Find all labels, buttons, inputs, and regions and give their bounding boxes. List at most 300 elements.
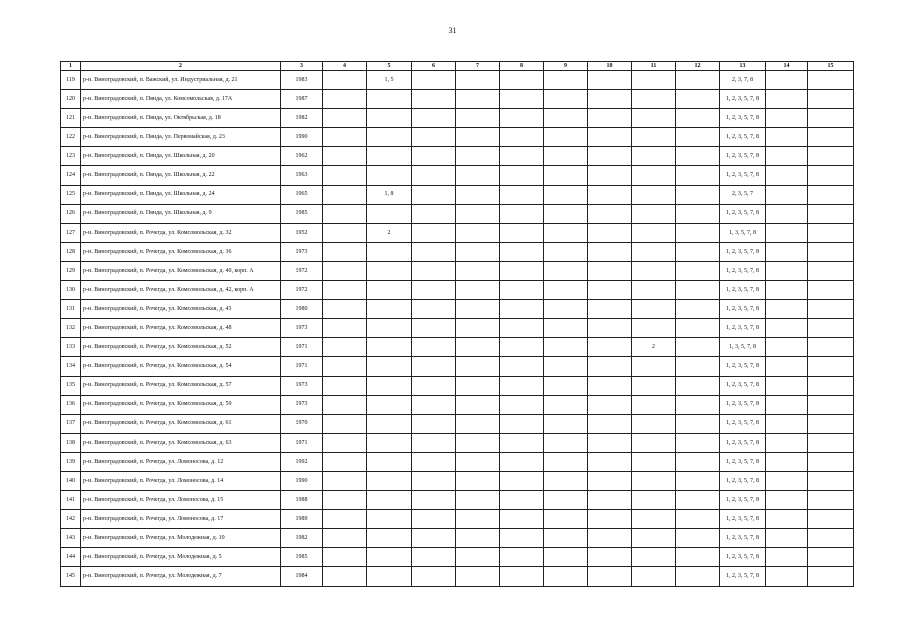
table-cell [544, 338, 588, 357]
year-cell: 1990 [281, 128, 323, 147]
table-cell [323, 147, 367, 166]
table-cell [588, 510, 632, 529]
table-cell [367, 376, 412, 395]
table-cell [632, 71, 676, 90]
row-number-cell: 127 [61, 223, 81, 242]
table-cell [588, 433, 632, 452]
column-header: 5 [367, 62, 412, 71]
table-cell [544, 90, 588, 109]
table-cell [632, 433, 676, 452]
table-row [61, 71, 854, 90]
table-cell [367, 357, 412, 376]
registry-table [60, 61, 854, 587]
address-cell: р-н. Виноградовский, п. Рочегда, ул. Ломоносова, д. 12 [81, 452, 281, 471]
table-cell [676, 510, 720, 529]
table-cell [544, 567, 588, 586]
table-cell [676, 261, 720, 280]
column-header: 13 [720, 62, 766, 71]
table-cell [367, 471, 412, 490]
table-cell [632, 128, 676, 147]
table-cell [323, 567, 367, 586]
address-cell: р-н. Виноградовский, п. Рочегда, ул. Молодежная, д. 7 [81, 567, 281, 586]
table-cell [323, 338, 367, 357]
table-cell [412, 357, 456, 376]
table-header-row [61, 62, 854, 71]
table-cell [676, 452, 720, 471]
table-cell [412, 529, 456, 548]
codes-cell: 1, 2, 3, 5, 7, 8 [720, 510, 766, 529]
address-cell: р-н. Виноградовский, п. Рочегда, ул. Комсомольская, д. 59 [81, 395, 281, 414]
table-cell [456, 128, 500, 147]
table-cell [412, 471, 456, 490]
table-cell [367, 242, 412, 261]
address-cell: р-н. Виноградовский, п. Рочегда, ул. Молодежная, д. 10 [81, 529, 281, 548]
table-cell [456, 319, 500, 338]
table-cell [323, 71, 367, 90]
table-cell [766, 491, 808, 510]
table-cell [588, 491, 632, 510]
table-cell [412, 204, 456, 223]
table-cell [766, 452, 808, 471]
table-cell [544, 300, 588, 319]
table-cell [766, 261, 808, 280]
table-cell [367, 510, 412, 529]
table-cell [412, 510, 456, 529]
address-cell: р-н. Виноградовский, п. Рочегда, ул. Комсомольская, д. 43 [81, 300, 281, 319]
table-cell [588, 548, 632, 567]
table-cell [412, 71, 456, 90]
address-cell: р-н. Виноградовский, п. Рочегда, ул. Молодежная, д. 5 [81, 548, 281, 567]
row-number-cell: 119 [61, 71, 81, 90]
table-cell [544, 529, 588, 548]
codes-cell: 1, 2, 3, 5, 7, 8 [720, 281, 766, 300]
table-cell [367, 414, 412, 433]
table-cell [412, 147, 456, 166]
table-cell [588, 395, 632, 414]
table-cell [456, 452, 500, 471]
table-cell [766, 185, 808, 204]
row-number-cell: 141 [61, 491, 81, 510]
table-cell [632, 414, 676, 433]
table-cell [412, 109, 456, 128]
table-cell [588, 338, 632, 357]
table-cell [367, 433, 412, 452]
table-cell [808, 147, 854, 166]
table-row [61, 529, 854, 548]
table-cell [412, 128, 456, 147]
table-row [61, 109, 854, 128]
table-cell [544, 395, 588, 414]
table-cell [632, 319, 676, 338]
address-cell: р-н. Виноградовский, п. Рочегда, ул. Комсомольская, д. 42, корп. А [81, 281, 281, 300]
row-number-cell: 136 [61, 395, 81, 414]
table-cell [412, 281, 456, 300]
table-cell [323, 242, 367, 261]
table-cell [766, 204, 808, 223]
year-cell: 1985 [281, 204, 323, 223]
table-cell [676, 300, 720, 319]
table-cell [500, 147, 544, 166]
row-number-cell: 121 [61, 109, 81, 128]
table-cell [412, 452, 456, 471]
address-cell: р-н. Виноградовский, п. Рочегда, ул. Ломоносова, д. 15 [81, 491, 281, 510]
table-cell [412, 414, 456, 433]
table-cell [544, 242, 588, 261]
table-cell [766, 128, 808, 147]
table-row [61, 300, 854, 319]
codes-cell: 1, 2, 3, 5, 7, 8 [720, 567, 766, 586]
table-cell [412, 90, 456, 109]
table-cell [456, 338, 500, 357]
address-cell: р-н. Виноградовский, п. Пянда, ул. Комсомольская, д. 17А [81, 90, 281, 109]
year-cell: 1980 [281, 300, 323, 319]
table-row [61, 452, 854, 471]
year-cell: 1971 [281, 433, 323, 452]
table-row [61, 567, 854, 586]
table-cell [323, 319, 367, 338]
table-cell [632, 529, 676, 548]
column-header: 3 [281, 62, 323, 71]
table-cell [323, 395, 367, 414]
table-cell [766, 242, 808, 261]
table-cell [544, 357, 588, 376]
table-cell [323, 223, 367, 242]
table-cell [500, 491, 544, 510]
table-cell [544, 452, 588, 471]
table-cell [367, 338, 412, 357]
codes-cell: 1, 2, 3, 5, 7, 8 [720, 204, 766, 223]
table-cell [632, 281, 676, 300]
table-cell [676, 204, 720, 223]
table-cell [500, 109, 544, 128]
codes-cell: 1, 2, 3, 5, 7, 8 [720, 166, 766, 185]
table-cell [456, 567, 500, 586]
table-cell [323, 109, 367, 128]
table-cell [676, 548, 720, 567]
codes-cell: 1, 2, 3, 5, 7, 8 [720, 128, 766, 147]
table-cell [676, 71, 720, 90]
table-cell [544, 548, 588, 567]
table-cell [632, 109, 676, 128]
table-cell [500, 338, 544, 357]
address-cell: р-н. Виноградовский, п. Рочегда, ул. Комсомольская, д. 48 [81, 319, 281, 338]
codes-cell: 1, 2, 3, 5, 7, 8 [720, 90, 766, 109]
year-cell: 1982 [281, 109, 323, 128]
table-row [61, 90, 854, 109]
table-cell [766, 548, 808, 567]
codes-cell: 2, 3, 7, 8 [720, 71, 766, 90]
table-cell [632, 376, 676, 395]
table-cell [500, 204, 544, 223]
table-cell [544, 204, 588, 223]
table-cell [323, 261, 367, 280]
address-cell: р-н. Виноградовский, п. Пянда, ул. Школьная, д. 22 [81, 166, 281, 185]
table-cell [766, 300, 808, 319]
year-cell: 1985 [281, 548, 323, 567]
address-cell: р-н. Виноградовский, п. Пянда, ул. Школьная, д. 9 [81, 204, 281, 223]
row-number-cell: 126 [61, 204, 81, 223]
codes-cell: 1, 2, 3, 5, 7, 8 [720, 491, 766, 510]
table-cell [500, 414, 544, 433]
address-cell: р-н. Виноградовский, п. Рочегда, ул. Ломоносова, д. 14 [81, 471, 281, 490]
codes-cell: 1, 2, 3, 5, 7, 8 [720, 357, 766, 376]
year-cell: 1973 [281, 319, 323, 338]
table-cell [766, 166, 808, 185]
table-cell [766, 471, 808, 490]
year-cell: 1984 [281, 567, 323, 586]
table-cell [808, 128, 854, 147]
table-cell [367, 109, 412, 128]
column-header: 7 [456, 62, 500, 71]
row-number-cell: 131 [61, 300, 81, 319]
row-number-cell: 143 [61, 529, 81, 548]
table-cell [500, 261, 544, 280]
column-header: 12 [676, 62, 720, 71]
table-cell [500, 185, 544, 204]
table-row [61, 223, 854, 242]
table-cell [632, 242, 676, 261]
column-header: 14 [766, 62, 808, 71]
table-cell [456, 223, 500, 242]
table-cell [766, 433, 808, 452]
codes-cell: 1, 2, 3, 5, 7, 8 [720, 414, 766, 433]
table-cell [323, 433, 367, 452]
table-row [61, 471, 854, 490]
year-cell: 1973 [281, 376, 323, 395]
codes-cell: 1, 3, 5, 7, 8 [720, 338, 766, 357]
table-row [61, 261, 854, 280]
table-cell [456, 261, 500, 280]
table-cell [588, 300, 632, 319]
table-cell [766, 357, 808, 376]
table-cell [632, 510, 676, 529]
table-cell [588, 71, 632, 90]
address-cell: р-н. Виноградовский, п. Рочегда, ул. Комсомольская, д. 63 [81, 433, 281, 452]
column-header: 2 [81, 62, 281, 71]
table-cell [323, 452, 367, 471]
table-cell [632, 261, 676, 280]
table-cell [367, 395, 412, 414]
table-cell [323, 491, 367, 510]
table-cell [323, 357, 367, 376]
table-cell [766, 109, 808, 128]
table-row [61, 128, 854, 147]
row-number-cell: 142 [61, 510, 81, 529]
table-cell [456, 166, 500, 185]
codes-cell: 1, 2, 3, 5, 7, 8 [720, 376, 766, 395]
table-cell [588, 319, 632, 338]
table-cell [544, 319, 588, 338]
row-number-cell: 133 [61, 338, 81, 357]
table-cell [456, 71, 500, 90]
table-cell: 2 [632, 338, 676, 357]
table-cell [500, 452, 544, 471]
year-cell: 1971 [281, 338, 323, 357]
address-cell: р-н. Виноградовский, п. Рочегда, ул. Ломоносова, д. 17 [81, 510, 281, 529]
table-cell [500, 71, 544, 90]
table-row [61, 395, 854, 414]
table-cell [456, 376, 500, 395]
table-cell [588, 128, 632, 147]
year-cell: 1962 [281, 147, 323, 166]
table-cell [367, 567, 412, 586]
table-cell [544, 376, 588, 395]
address-cell: р-н. Виноградовский, п. Рочегда, ул. Комсомольская, д. 61 [81, 414, 281, 433]
address-cell: р-н. Виноградовский, п. Рочегда, ул. Комсомольская, д. 57 [81, 376, 281, 395]
year-cell: 1952 [281, 223, 323, 242]
table-cell [544, 128, 588, 147]
table-cell [544, 491, 588, 510]
address-cell: р-н. Виноградовский, п. Рочегда, ул. Комсомольская, д. 54 [81, 357, 281, 376]
table-cell [544, 281, 588, 300]
table-cell [632, 548, 676, 567]
table-cell [500, 471, 544, 490]
table-cell [676, 433, 720, 452]
table-cell [676, 338, 720, 357]
table-body [61, 71, 854, 587]
year-cell: 1988 [281, 491, 323, 510]
table-cell [367, 147, 412, 166]
codes-cell: 1, 2, 3, 5, 7, 8 [720, 109, 766, 128]
table-cell [766, 338, 808, 357]
table-row [61, 433, 854, 452]
page-number: 31 [448, 26, 457, 35]
table-cell: 1, 8 [367, 185, 412, 204]
table-cell [456, 471, 500, 490]
year-cell: 1987 [281, 90, 323, 109]
table-cell [323, 90, 367, 109]
table-cell [367, 281, 412, 300]
table-cell [632, 395, 676, 414]
table-cell [676, 567, 720, 586]
table-cell [323, 414, 367, 433]
table-cell: 2 [367, 223, 412, 242]
table-cell [808, 90, 854, 109]
table-cell [632, 90, 676, 109]
table-cell [632, 357, 676, 376]
table-cell [632, 223, 676, 242]
year-cell: 1965 [281, 185, 323, 204]
table-cell [544, 261, 588, 280]
table-cell [456, 491, 500, 510]
address-cell: р-н. Виноградовский, п. Рочегда, ул. Комсомольская, д. 36 [81, 242, 281, 261]
address-cell: р-н. Виноградовский, п. Пянда, ул. Школьная, д. 20 [81, 147, 281, 166]
table-cell [676, 414, 720, 433]
table-cell [500, 548, 544, 567]
table-cell [323, 166, 367, 185]
table-cell [456, 185, 500, 204]
row-number-cell: 135 [61, 376, 81, 395]
table-cell [808, 338, 854, 357]
table-cell [766, 71, 808, 90]
row-number-cell: 124 [61, 166, 81, 185]
table-cell [544, 414, 588, 433]
column-header: 10 [588, 62, 632, 71]
table-cell [676, 242, 720, 261]
table-cell [632, 452, 676, 471]
table-cell [367, 548, 412, 567]
table-cell [766, 281, 808, 300]
table-cell [500, 510, 544, 529]
table-cell [323, 204, 367, 223]
table-cell [588, 357, 632, 376]
table-cell [588, 223, 632, 242]
table-cell [456, 242, 500, 261]
table-cell [588, 414, 632, 433]
address-cell: р-н. Виноградовский, п. Рочегда, ул. Комсомольская, д. 40, корп. А [81, 261, 281, 280]
table-cell [544, 147, 588, 166]
table-cell [766, 567, 808, 586]
column-header: 6 [412, 62, 456, 71]
table-cell [500, 433, 544, 452]
table-cell [588, 90, 632, 109]
column-header: 9 [544, 62, 588, 71]
table-row [61, 319, 854, 338]
table-row [61, 281, 854, 300]
table-cell [323, 300, 367, 319]
row-number-cell: 122 [61, 128, 81, 147]
table-cell [676, 491, 720, 510]
codes-cell: 2, 3, 5, 7 [720, 185, 766, 204]
address-cell: р-н. Виноградовский, п. Рочегда, ул. Комсомольская, д. 32 [81, 223, 281, 242]
table-cell [500, 166, 544, 185]
table-cell [456, 204, 500, 223]
table-cell [588, 376, 632, 395]
table-cell [412, 338, 456, 357]
row-number-cell: 134 [61, 357, 81, 376]
table-cell [676, 395, 720, 414]
table-cell [456, 395, 500, 414]
table-row [61, 414, 854, 433]
table-cell [808, 491, 854, 510]
row-number-cell: 132 [61, 319, 81, 338]
table-cell [766, 510, 808, 529]
column-header: 1 [61, 62, 81, 71]
table-cell [808, 166, 854, 185]
row-number-cell: 128 [61, 242, 81, 261]
table-cell [367, 261, 412, 280]
table-cell [367, 204, 412, 223]
table-cell [808, 452, 854, 471]
table-cell [632, 491, 676, 510]
table-cell [456, 414, 500, 433]
table-cell [412, 242, 456, 261]
table-cell [456, 300, 500, 319]
codes-cell: 1, 2, 3, 5, 7, 8 [720, 471, 766, 490]
table-cell [544, 71, 588, 90]
codes-cell: 1, 2, 3, 5, 7, 8 [720, 261, 766, 280]
table-cell [808, 376, 854, 395]
table-cell [412, 300, 456, 319]
table-cell [500, 242, 544, 261]
table-cell [588, 261, 632, 280]
table-cell [632, 147, 676, 166]
table-cell [766, 414, 808, 433]
table-row [61, 376, 854, 395]
table-cell [808, 109, 854, 128]
table-cell [676, 529, 720, 548]
table-row [61, 491, 854, 510]
year-cell: 1990 [281, 471, 323, 490]
table-cell [323, 185, 367, 204]
table-cell [456, 529, 500, 548]
table-cell [544, 471, 588, 490]
table-cell [766, 90, 808, 109]
year-cell: 1973 [281, 395, 323, 414]
table-cell [456, 90, 500, 109]
table-cell [808, 319, 854, 338]
table-cell [632, 185, 676, 204]
